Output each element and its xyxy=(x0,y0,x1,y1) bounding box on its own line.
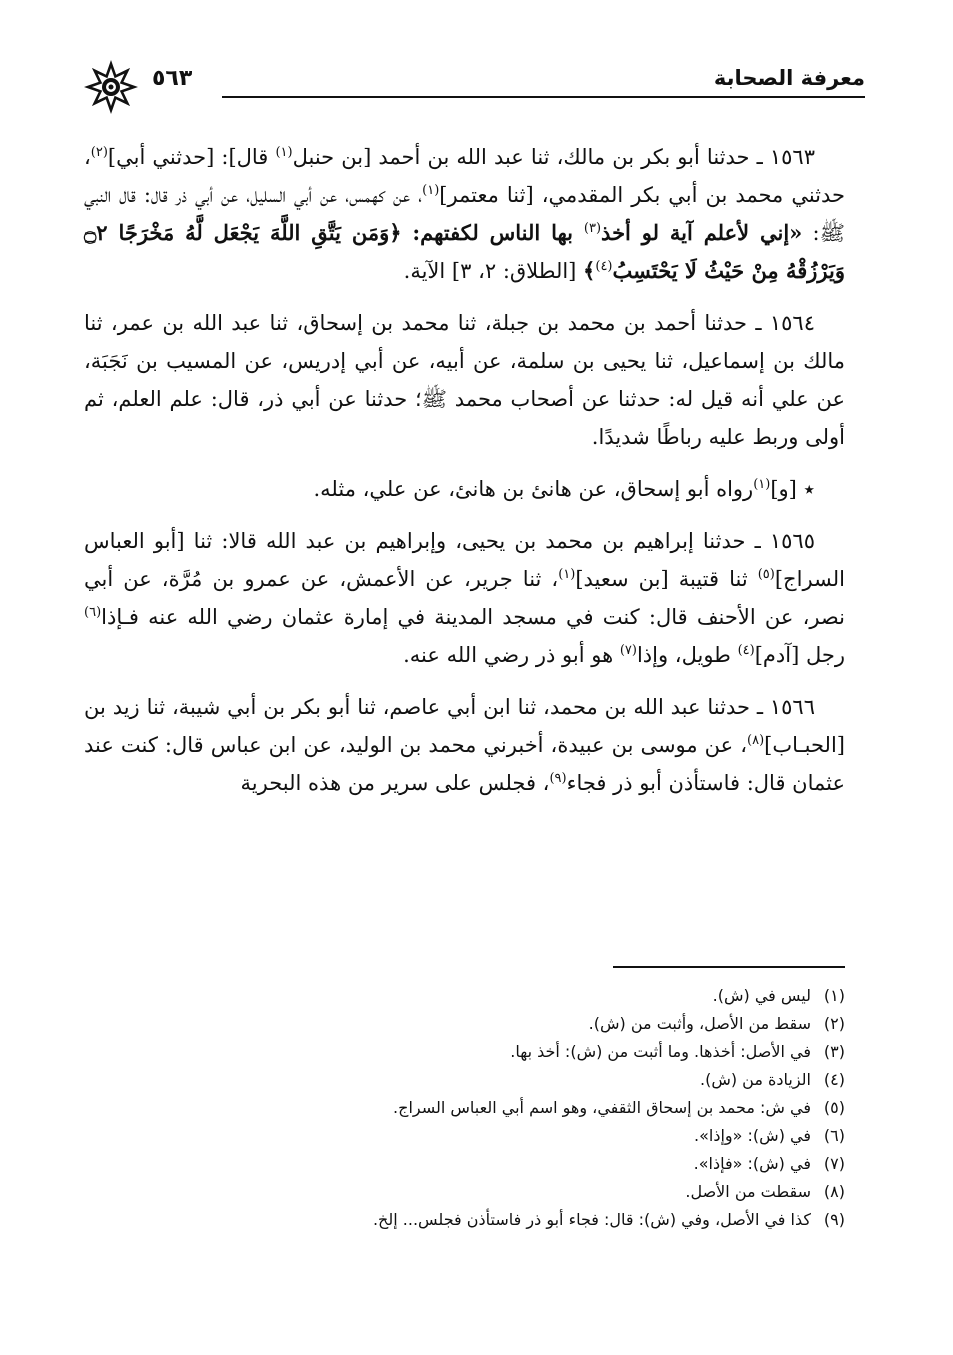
hadith-paragraph xyxy=(84,304,845,456)
footnote-text: ليس في (ش). xyxy=(712,986,811,1005)
footnote xyxy=(84,1094,845,1122)
hadith-paragraph xyxy=(84,688,845,802)
footnote xyxy=(84,1150,845,1178)
footnote-text: في (ش): «وإذا». xyxy=(694,1126,811,1145)
footnote-text: في ش: محمد بن إسحاق الثقفي، وهو اسم أبي العباس السراج. xyxy=(393,1098,811,1117)
footnote-ref: (٤) xyxy=(595,259,613,274)
emphasized-text: «إني لأعلم آية لو أخذ xyxy=(601,220,803,245)
footnote-separator xyxy=(613,966,845,968)
footnote xyxy=(84,1010,845,1038)
footnote xyxy=(84,1038,845,1066)
footnote-ref: (٧) xyxy=(619,643,637,658)
footnote-text: سقطت من الأصل. xyxy=(685,1182,811,1201)
running-title: معرفة الصحابة xyxy=(713,66,865,90)
text-run: ١٥٦٥ ـ حدثنا إبراهيم بن محمد بن يحيى، وإبراهيم بن عبد الله قالا: ثنا [أبو العباس السراج] xyxy=(84,529,845,591)
footnote-ref: (٣) xyxy=(583,221,602,236)
footnote-text: سقط من الأصل، وأثبت من (ش). xyxy=(588,1014,811,1033)
footnote-ref: (٨) xyxy=(747,733,765,748)
footnotes-list xyxy=(84,982,845,1234)
footnote-number: (٤) xyxy=(823,1070,845,1089)
text-run: رواه أبو إسحاق، عن هانئ بن هانئ، عن علي، مثله. xyxy=(313,477,754,501)
page-header xyxy=(82,58,865,102)
footnote-ref: (٢) xyxy=(90,145,108,160)
text-run: رجل [آدم] xyxy=(754,643,845,667)
footnote-ref: (٤) xyxy=(737,643,755,658)
footnote-number: (٢) xyxy=(823,1014,845,1033)
footnote-ref: (١) xyxy=(753,477,771,492)
footnote xyxy=(84,1122,845,1150)
text-run: ، عن كهمس، عن أبي السليل، عن أبي ذر قال: قال النبي ﷺ: xyxy=(84,183,845,245)
header-rule xyxy=(222,96,865,98)
footnote xyxy=(84,1066,845,1094)
footnote-ref: (٦) xyxy=(84,605,102,620)
text-run: ٭ [و] xyxy=(770,477,815,501)
footnote-ref: (٩) xyxy=(549,771,567,786)
footnote-ref: (١) xyxy=(275,145,293,160)
footnote-text: الزيادة من (ش). xyxy=(699,1070,811,1089)
footnote-number: (٥) xyxy=(823,1098,845,1117)
emphasized-text: ﴾ xyxy=(583,258,596,283)
footnote-ref: (١) xyxy=(558,567,576,582)
footnote-number: (٣) xyxy=(823,1042,845,1061)
footnote xyxy=(84,982,845,1010)
text-run: ، فجلس على سرير من هذه البحرية xyxy=(240,771,550,795)
footnote xyxy=(84,1178,845,1206)
footnote-number: (٨) xyxy=(823,1182,845,1201)
footnote-number: (٧) xyxy=(823,1154,845,1173)
footnote-number: (١) xyxy=(823,986,845,1005)
main-text xyxy=(84,138,845,816)
footnote-ref: (٥) xyxy=(757,567,775,582)
footnote-text: في (ش): «فإذا». xyxy=(693,1154,811,1173)
footnote-text: كذا في الأصل، وفي (ش): قال: فجاء أبو ذر فاستأذن فجلس... إلخ. xyxy=(372,1210,811,1229)
text-run: ١٥٦٤ ـ حدثنا أحمد بن محمد بن جبلة، ثنا محمد بن إسحاق، ثنا عبد الله بن عمر، ثنا مالك بن إسماعيل، ثنا يحيى بن سلمة، عن أبيه، عن أبي إدريس، عن المسيب بن نَجَبَة، عن علي أنه قيل له: حدثنا عن أصحاب محمد ﷺ؛ حدثنا عن أبي ذر، قال: علم العلم، ثم أولى وربط عليه رباطًا شديدًا. xyxy=(84,311,845,449)
footnote xyxy=(84,1206,845,1234)
text-run: ، حدثني محمد بن أبي بكر المقدمي، [ثنا معتمر] xyxy=(84,145,846,207)
text-run: طويل، وإذا xyxy=(636,643,738,667)
hadith-paragraph xyxy=(84,522,845,674)
text-run: قال]: [حدثني أبي] xyxy=(107,145,276,169)
text-run: ثنا قتيبة [بن سعيد] xyxy=(575,567,758,591)
text-run: ١٥٦٦ ـ حدثنا عبد الله بن محمد، ثنا ابن أبي عاصم، ثنا أبو بكر بن أبي شيبة، ثنا زيد بن [الحبـاب] xyxy=(84,695,845,757)
footnote-number: (٦) xyxy=(823,1126,845,1145)
text-run: هو أبو ذر رضي الله عنه. xyxy=(403,643,620,667)
footnote-text: في الأصل: أخذها. وما أثبت من (ش): أخذ بها. xyxy=(510,1042,811,1061)
footnote-ref: (١) xyxy=(422,183,440,198)
page-number: ٥٦٣ xyxy=(152,66,193,91)
text-run: ١٥٦٣ ـ حدثنا أبو بكر بن مالك، ثنا عبد الله بن أحمد [بن حنبل xyxy=(292,145,815,169)
ornament-icon xyxy=(82,58,140,116)
hadith-paragraph xyxy=(84,138,845,290)
text-run: ، عن موسى بن عبيدة، أخبرني محمد بن الوليد، عن ابن عباس قال: كنت عند عثمان قال: فاستأذن أبو ذر فجاء xyxy=(84,733,845,795)
text-run: [الطلاق: ٢، ٣] الآية. xyxy=(403,259,584,283)
footnote-number: (٩) xyxy=(823,1210,845,1229)
text-run: ، ثنا جرير، عن الأعمش، عن عمرو بن مُرَّة، عن أبي نصر، عن الأحنف قال: كنت في مسجد المدينة في إمارة عثمان رضي الله عنه فـإذا xyxy=(84,567,845,629)
emphasized-text: بها الناس لكفتهم: ﴿وَمَن يَتَّقِ اللَّهَ يَجْعَل لَّهُ مَخْرَجًا ۝٢ وَيَرْزُقْهُ مِنْ حَيْثُ لَا يَحْتَسِبُ xyxy=(84,220,845,283)
narration-note xyxy=(84,470,845,508)
